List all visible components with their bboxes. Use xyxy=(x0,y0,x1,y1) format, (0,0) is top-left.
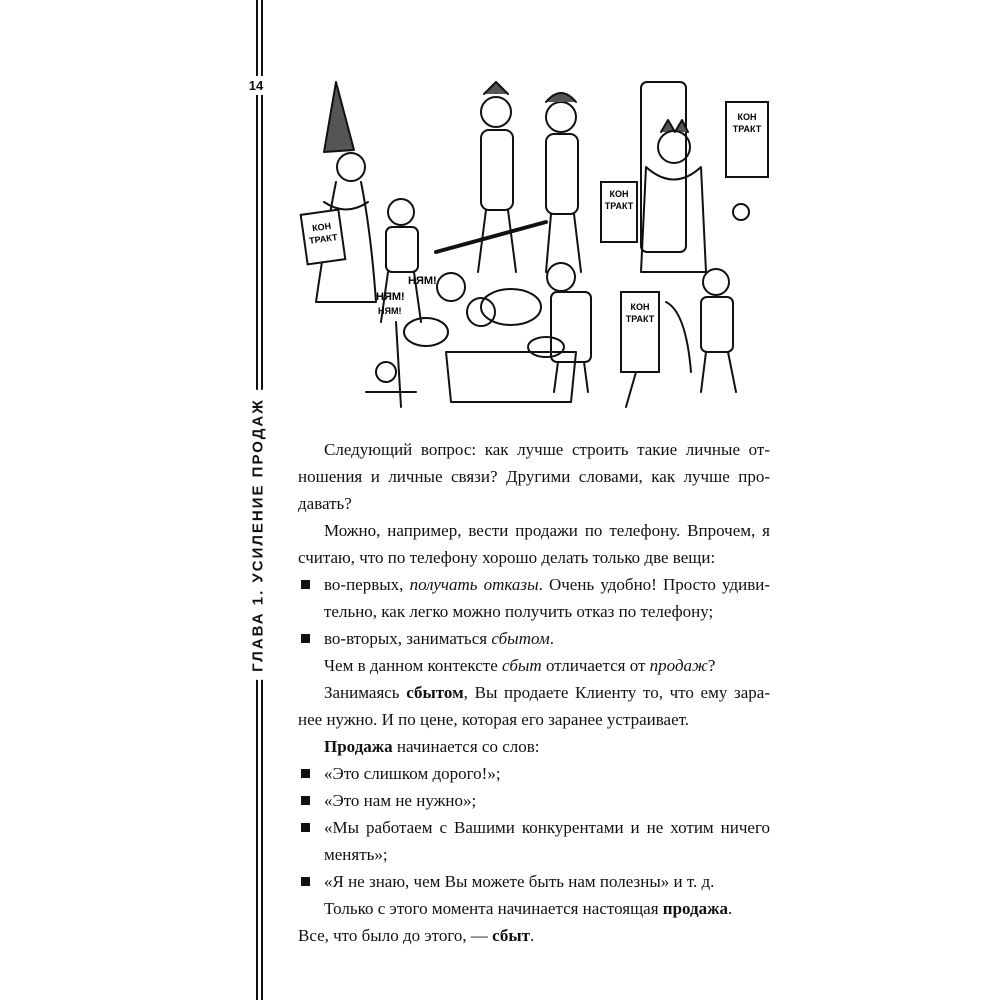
paragraph-1: Следующий вопрос: как лучше строить такие личные от-ношения и личные связи? Другими словами, как лучше про-давать? xyxy=(298,440,770,513)
page-number: 14 xyxy=(236,76,276,95)
paragraph-7: Все, что было до этого, — сбыт. xyxy=(298,926,535,945)
nyam-3: НЯМ! xyxy=(378,306,402,316)
quote-item-4: «Я не знаю, чем Вы можете быть нам полезны» и т. д. xyxy=(298,868,770,895)
quote-item-1: «Это слишком дорого!»; xyxy=(298,760,770,787)
quote-item-3: «Мы работаем с Вашими конкурентами и не хотим ничего менять»; xyxy=(298,814,770,868)
cartoon-illustration xyxy=(296,72,776,412)
body-text xyxy=(298,436,770,949)
contract-sign-4-line2: ТРАКТ xyxy=(625,314,655,324)
contract-sign-4-line1: КОН xyxy=(630,302,650,312)
paragraph-3: Чем в данном контексте сбыт отличается от продаж? xyxy=(324,656,716,675)
contract-sign-1-line1: КОН xyxy=(311,220,332,234)
cartoon-drawing xyxy=(296,72,776,412)
nyam-2: НЯМ! xyxy=(376,291,405,303)
nyam-1: НЯМ! xyxy=(408,275,437,287)
paragraph-2: Можно, например, вести продажи по телефону. Впрочем, я считаю, что по телефону хорошо делать только две вещи: xyxy=(298,521,770,567)
chapter-title: ГЛАВА 1. УСИЛЕНИЕ ПРОДАЖ xyxy=(250,390,267,680)
paragraph-5: Продажа начинается со слов: xyxy=(324,737,540,756)
paragraph-4: Занимаясь сбытом, Вы продаете Клиенту то, что ему зара-нее нужно. И по цене, которая его заранее устраивает. xyxy=(298,683,770,729)
contract-sign-2-line1: КОН xyxy=(609,189,629,199)
contract-sign-1-line2: ТРАКТ xyxy=(308,232,339,246)
quote-item-2: «Это нам не нужно»; xyxy=(298,787,770,814)
contract-sign-3-line2: ТРАКТ xyxy=(732,124,762,134)
bullet-item-1: во-первых, получать отказы. Очень удобно! Просто удиви-тельно, как легко можно получить отказ по телефону; xyxy=(298,571,770,625)
contract-sign-2-line2: ТРАКТ xyxy=(604,201,634,211)
paragraph-6: Только с этого момента начинается настоящая продажа. xyxy=(324,899,733,918)
contract-sign-3-line1: КОН xyxy=(737,112,757,122)
bullet-item-2: во-вторых, заниматься сбытом. xyxy=(298,625,770,652)
